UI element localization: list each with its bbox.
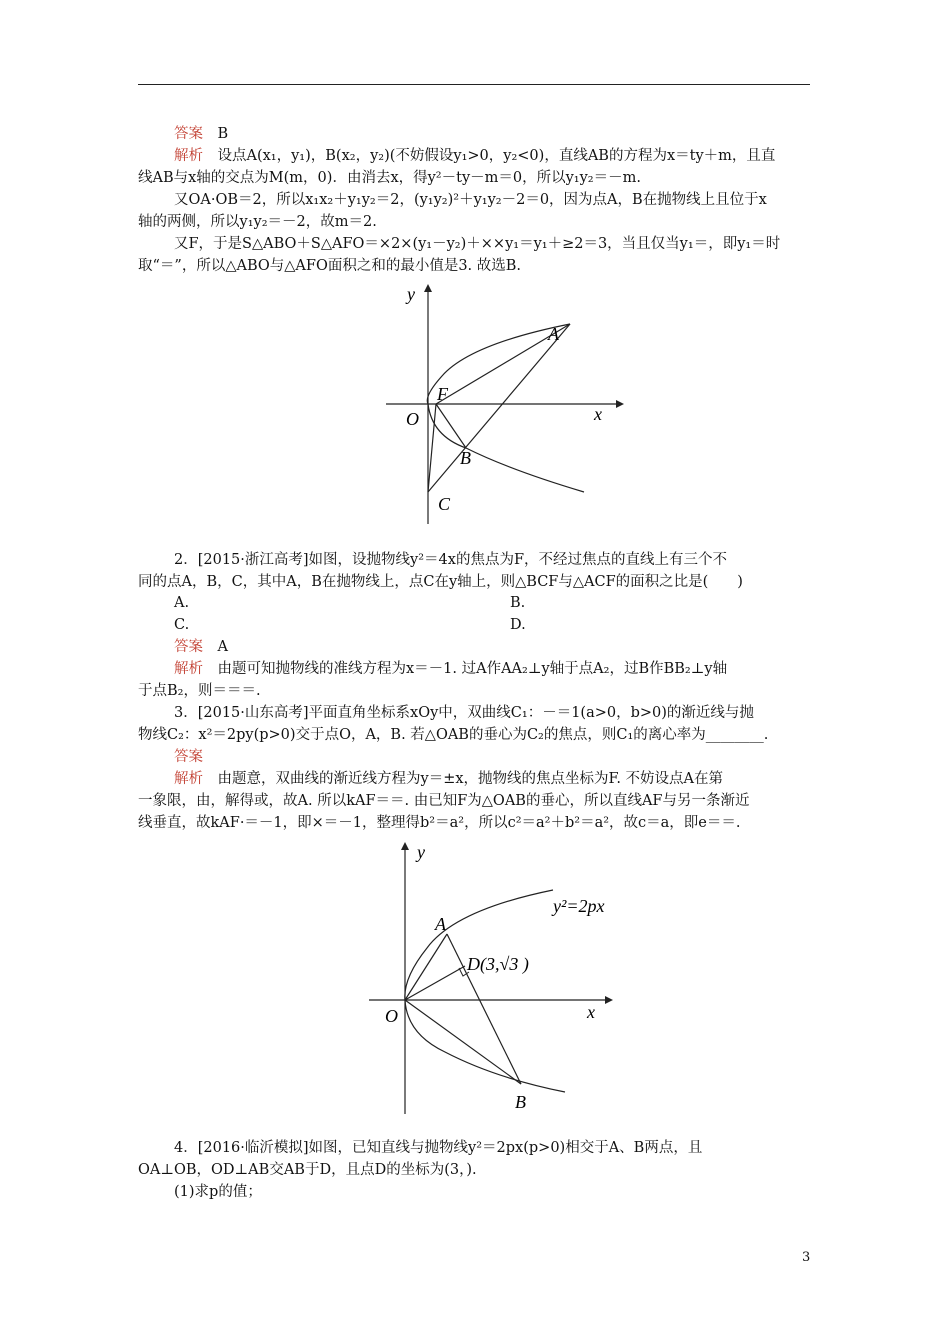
question-4: 4．[2016·临沂模拟]如图，已知直线与抛物线y²＝2px(p>0)相交于A、B两点，且 bbox=[174, 1140, 703, 1156]
text-line: 一象限，由，解得或，故A. 所以kAF＝＝. 由已知F为△OAB的垂心，所以直线AF与另一条渐近 bbox=[138, 793, 750, 809]
option-b: B. bbox=[510, 595, 526, 611]
fig2-label-b: B bbox=[515, 1092, 526, 1112]
segment-od bbox=[405, 966, 465, 1000]
fig2-label-a: A bbox=[435, 914, 446, 934]
analysis-line-2 bbox=[174, 659, 727, 679]
segment-ob bbox=[405, 1000, 521, 1084]
fig2-label-d: D(3,√3 ) bbox=[467, 954, 529, 974]
text-line: 轴的两侧，所以y₁y₂＝－2，故m＝2. bbox=[138, 214, 377, 230]
answer-text: B bbox=[203, 126, 229, 142]
text-line: 于点B₂，则＝＝＝. bbox=[138, 683, 261, 699]
answer-tag: 答案 bbox=[174, 749, 203, 765]
fig1-label-x: x bbox=[594, 404, 602, 424]
fig2-label-o: O bbox=[385, 1006, 398, 1026]
analysis-tag: 解析 bbox=[174, 771, 203, 787]
text-line: 又F，于是S△ABO＋S△AFO＝×2×(y₁－y₂)＋××y₁＝y₁＋≥2＝3，当且仅当y₁＝，即y₁＝时 bbox=[174, 236, 781, 252]
answer-line-2 bbox=[174, 637, 228, 657]
analysis-line-3 bbox=[174, 769, 723, 789]
fig2-label-y: y bbox=[417, 842, 425, 862]
text-line: 取“＝”，所以△ABO与△AFO面积之和的最小值是3. 故选B. bbox=[138, 258, 522, 274]
answer-tag: 答案 bbox=[174, 639, 203, 655]
option-d: D. bbox=[510, 617, 526, 633]
option-c: C. bbox=[174, 617, 190, 633]
fig1-label-f: F bbox=[437, 384, 448, 404]
text-line: 又OA·OB＝2，所以x₁x₂＋y₁y₂＝2，(y₁y₂)²＋y₁y₂－2＝0，因为点A，B在抛物线上且位于x bbox=[174, 192, 767, 208]
fig1-label-a: A bbox=[548, 324, 559, 344]
fig1-label-o: O bbox=[406, 409, 419, 429]
text-line: OA⊥OB，OD⊥AB交AB于D，且点D的坐标为(3，). bbox=[138, 1162, 477, 1178]
analysis-text: 设点A(x₁，y₁)，B(x₂，y₂)(不妨假设y₁>0，y₂<0)，直线AB的方程为x＝ty＋m，且直 bbox=[203, 148, 776, 164]
analysis-line-1 bbox=[174, 146, 775, 166]
figure-1-parabola bbox=[380, 280, 630, 530]
text-line: (1)求p的值； bbox=[174, 1184, 262, 1200]
analysis-text: 由题意，双曲线的渐近线方程为y＝±x，抛物线的焦点坐标为F. 不妨设点A在第 bbox=[203, 771, 724, 787]
analysis-tag: 解析 bbox=[174, 661, 203, 677]
option-a: A. bbox=[174, 595, 190, 611]
question-2: 2．[2015·浙江高考]如图，设抛物线y²＝4x的焦点为F，不经过焦点的直线上有三个不 bbox=[174, 552, 728, 568]
segment-fc bbox=[428, 404, 436, 492]
fig2-label-x: x bbox=[587, 1002, 595, 1022]
fig2-label-equation: y²=2px bbox=[553, 896, 605, 916]
answer-text: A bbox=[203, 639, 228, 655]
fig1-label-b: B bbox=[460, 448, 471, 468]
header-rule bbox=[138, 84, 810, 85]
analysis-text: 由题可知抛物线的准线方程为x＝－1. 过A作AA₂⊥y轴于点A₂，过B作BB₂⊥y轴 bbox=[203, 661, 728, 677]
line-ac bbox=[428, 324, 570, 492]
answer-tag: 答案 bbox=[174, 126, 203, 142]
text-line: 同的点A，B，C，其中A，B在抛物线上，点C在y轴上，则△BCF与△ACF的面积之比是( ) bbox=[138, 574, 743, 590]
figure-2-parabola bbox=[365, 838, 625, 1120]
text-line: 线AB与x轴的交点为M(m，0)．由消去x，得y²－ty－m＝0，所以y₁y₂＝－m. bbox=[138, 170, 641, 186]
answer-line-3 bbox=[174, 747, 203, 767]
segment-oa bbox=[405, 934, 447, 1000]
text-line: 线垂直，故kAF·＝－1，即×＝－1，整理得b²＝a²，所以c²＝a²＋b²＝a²，故c＝a，即e＝＝. bbox=[138, 815, 741, 831]
fig1-label-y: y bbox=[407, 284, 415, 304]
page-number: 3 bbox=[802, 1250, 811, 1265]
analysis-tag: 解析 bbox=[174, 148, 203, 164]
text-line: 物线C₂：x²＝2py(p>0)交于点O，A，B. 若△OAB的垂心为C₂的焦点，则C₁的离心率为________. bbox=[138, 727, 769, 743]
question-3: 3．[2015·山东高考]平面直角坐标系xOy中，双曲线C₁：－＝1(a>0，b>0)的渐近线与抛 bbox=[174, 705, 754, 721]
fig1-label-c: C bbox=[438, 494, 451, 514]
parabola-curve bbox=[427, 324, 584, 492]
parabola-curve bbox=[405, 890, 565, 1092]
answer-line-1 bbox=[174, 124, 228, 144]
